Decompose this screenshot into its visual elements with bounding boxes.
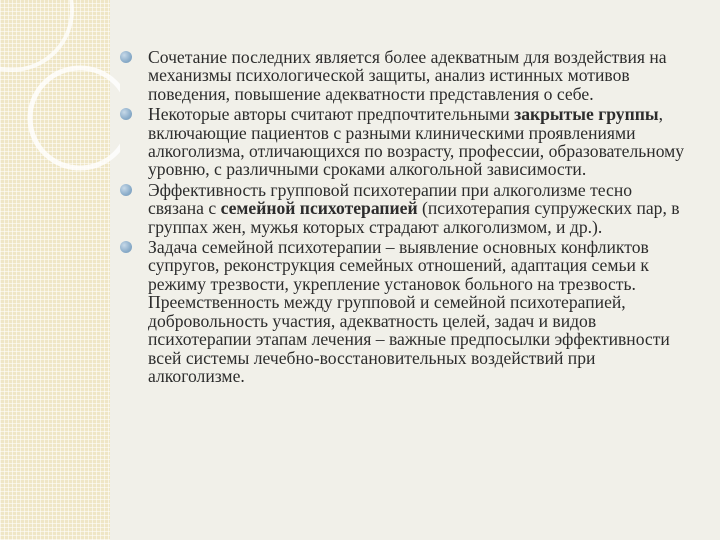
list-item — [118, 105, 690, 179]
bullet-icon — [120, 184, 132, 196]
bullet-list — [118, 48, 690, 385]
list-item — [118, 238, 690, 385]
list-item — [118, 48, 690, 103]
bullet-text: (психотерапия супружеских пар, в группах жен, мужья которых страдают алкоголизмом, и др.). — [148, 198, 680, 237]
bullet-icon — [120, 241, 132, 253]
bullet-text: Некоторые авторы считают предпочтительными — [148, 104, 515, 125]
slide-content — [118, 48, 690, 387]
bullet-emphasis: семейной психотерапией — [220, 198, 418, 219]
bullet-text: Сочетание последних является более адекватным для воздействия на механизмы психологической защиты, анализ истинных мотивов поведения, повышение адекватности представления о себе. — [148, 47, 667, 104]
bullet-icon — [120, 51, 132, 63]
deco-circle-top — [0, 0, 72, 70]
list-item — [118, 181, 690, 236]
bullet-icon — [120, 108, 132, 120]
bullet-text: Задача семейной психотерапии – выявление основных конфликтов супругов, реконструкция семейных отношений, адаптация семьи к режиму трезвости, укрепление установок больного на трезвость. Преемственность между групповой и семейной психотерапией, добровольность участия, адекватность целей, задач и видов психотерапии этапам лечения – важные предпосылки эффективности всей системы лечебно-восстановительных воздействий при алкоголизме. — [148, 237, 670, 386]
deco-circle-middle — [30, 68, 120, 168]
bullet-text: , включающие пациентов с разными клиническими проявлениями алкоголизма, отличающихся по возрасту, профессии, образовательному уровню, с различными сроками алкогольной зависимости. — [148, 104, 685, 180]
decorative-circles — [0, 0, 120, 540]
bullet-emphasis: закрытые группы — [514, 104, 659, 125]
bullet-text: Эффективность групповой психотерапии при алкоголизме тесно связана с — [148, 179, 633, 219]
